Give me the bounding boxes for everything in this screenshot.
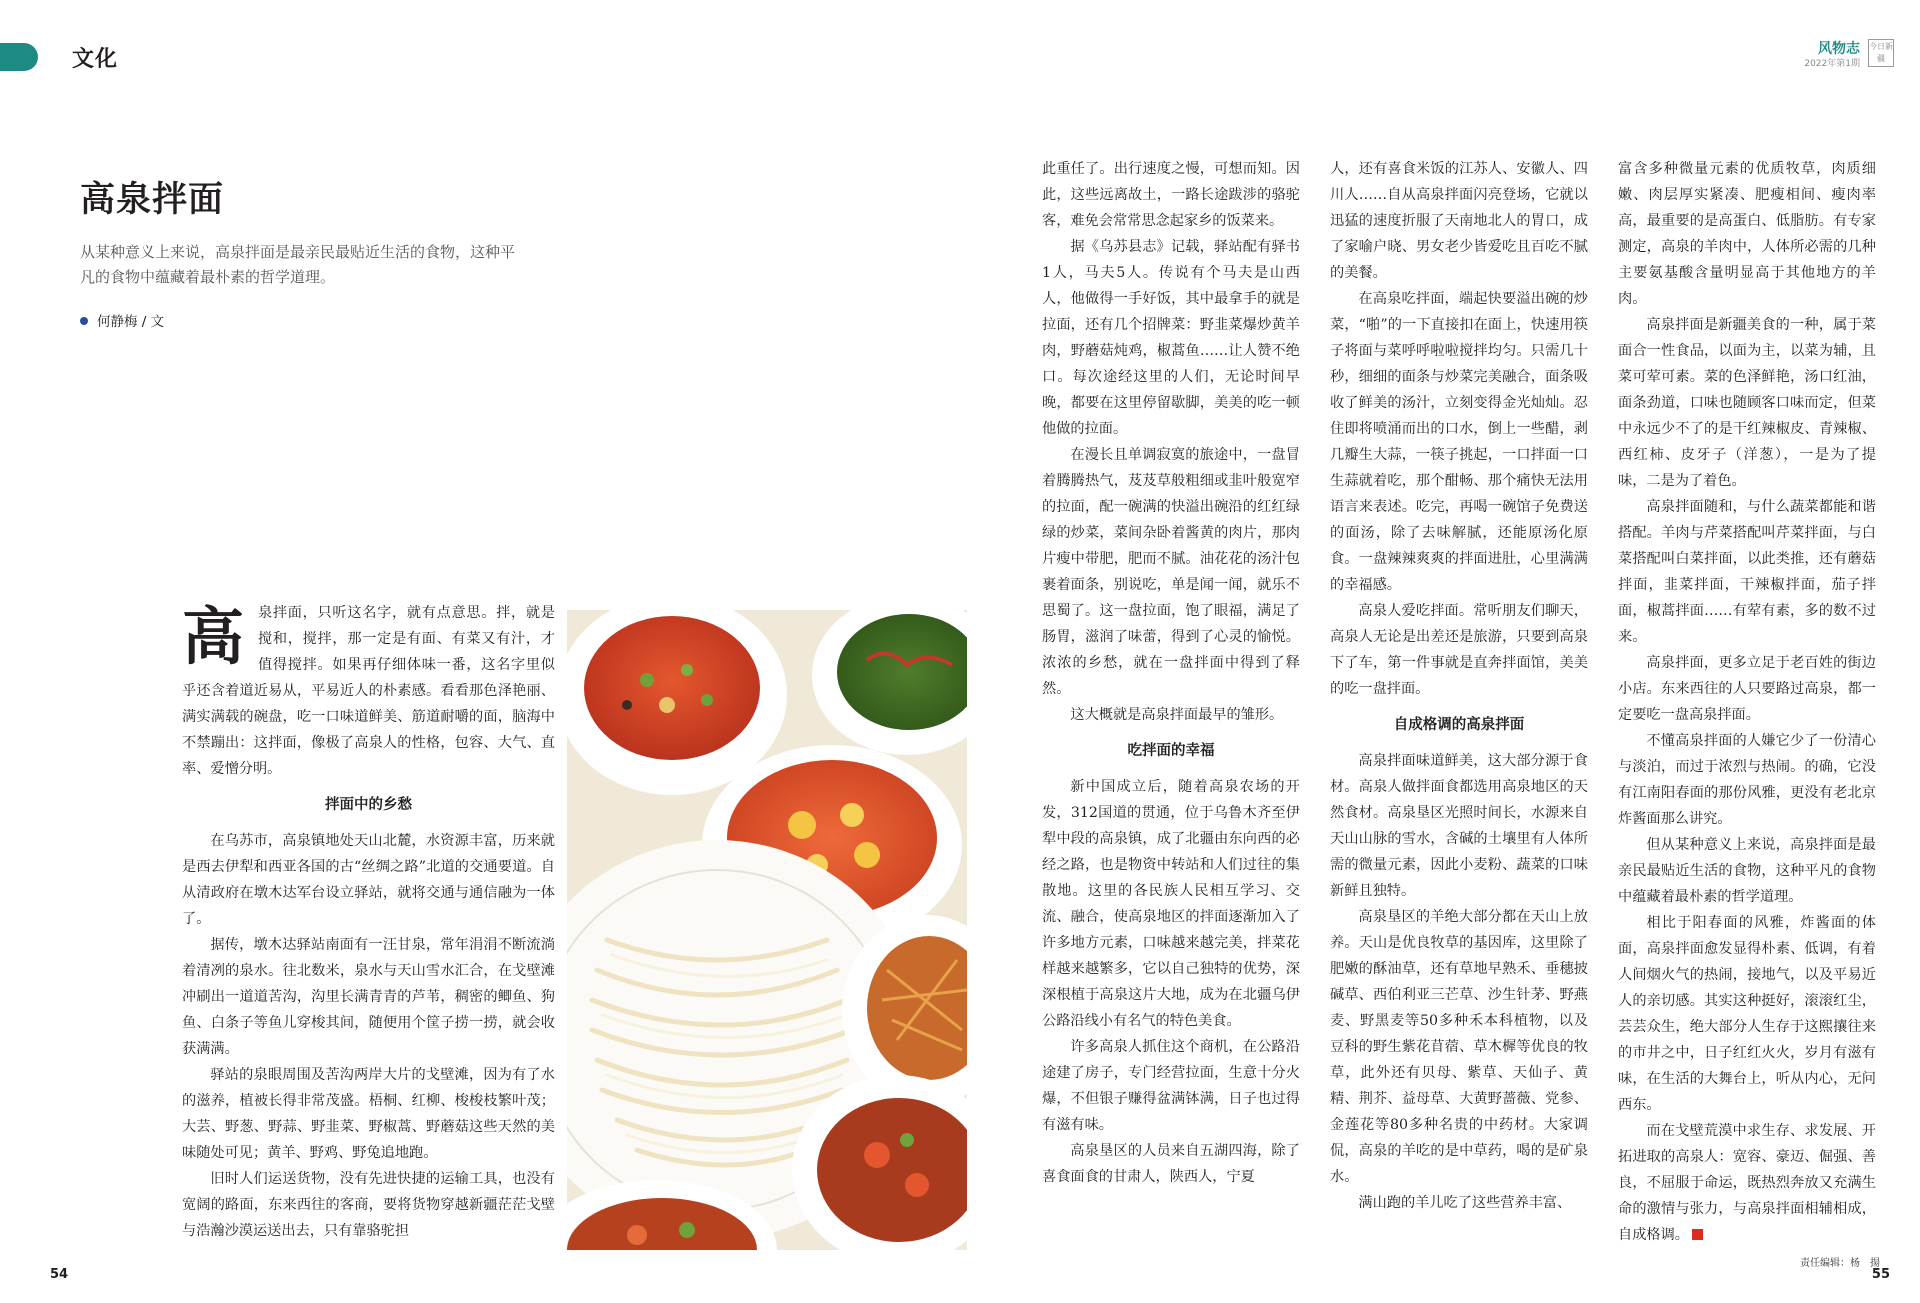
- article-end-mark-icon: [1692, 1229, 1703, 1240]
- paragraph: 这大概就是高泉拌面最早的雏形。: [1070, 707, 1284, 723]
- byline-text: 何静梅 / 文: [97, 314, 165, 330]
- article-column-2: [1042, 156, 1300, 1190]
- section-label: 文化: [72, 47, 119, 72]
- paragraph: 人，还有喜食米饭的江苏人、安徽人、四川人……自从高泉拌面闪亮登场，它就以迅猛的速度折服了天南地北人的胃口，成了家喻户晓、男女老少皆爱吃且百吃不腻的美餐。: [1330, 161, 1588, 281]
- paragraph: 泉拌面，只听这名字，就有点意思。拌，就是搅和，搅拌，那一定是有面、有菜又有汁，才值得搅拌。如果再仔细体味一番，这名字里似乎还含着道近易从，平易近人的朴素感。看看那色泽艳丽、满实满载的碗盘，吃一口味道鲜美、筋道耐嚼的面，脑海中不禁蹦出：这拌面，像极了高泉人的性格，包容、大气、直率、爱憎分明。: [182, 605, 555, 777]
- article-column-3: [1330, 156, 1588, 1216]
- paragraph: 高泉拌面随和，与什么蔬菜都能和谐搭配。羊肉与芹菜搭配叫芹菜拌面，与白菜搭配叫白菜拌面，以此类推，还有蘑菇拌面，韭菜拌面，干辣椒拌面，茄子拌面，椒蒿拌面……有荤有素，多的数不过来。: [1618, 499, 1876, 645]
- bullet-dot-icon: [80, 317, 88, 325]
- paragraph: 在漫长且单调寂寞的旅途中，一盘冒着腾腾热气，芨芨草般粗细或韭叶般宽窄的拉面，配一碗满的快溢出碗沿的红红绿绿的炒菜，菜间杂卧着酱黄的肉片，那肉片瘦中带肥，肥而不腻。油花花的汤汁包裹着面条，别说吃，单是闻一闻，就乐不思蜀了。这一盘拉面，饱了眼福，满足了肠胃，滋润了味蕾，得到了心灵的愉悦。浓浓的乡愁，就在一盘拌面中得到了释然。: [1042, 447, 1300, 697]
- paragraph: 许多高泉人抓住这个商机，在公路沿途建了房子，专门经营拉面，生意十分火爆，不但银子赚得盆满钵满，日子也过得有滋有味。: [1042, 1039, 1300, 1133]
- section-heading: 自成格调的高泉拌面: [1393, 717, 1525, 733]
- section-heading: 吃拌面的幸福: [1127, 743, 1215, 759]
- paragraph: 高泉垦区的人员来自五湖四海，除了喜食面食的甘肃人，陕西人，宁夏: [1042, 1143, 1300, 1185]
- paragraph: 此重任了。出行速度之慢，可想而知。因此，这些远离故土，一路长途跋涉的骆驼客，难免会常常思念起家乡的饭菜来。: [1042, 161, 1300, 229]
- article-column-4: [1618, 156, 1876, 1248]
- drop-cap: 高: [182, 600, 245, 673]
- noodle-photo-illustration: [567, 610, 967, 1250]
- paragraph: 高泉拌面味道鲜美，这大部分源于食材。高泉人做拌面食都选用高泉地区的天然食材。高泉垦区光照时间长，水源来自天山山脉的雪水，含碱的土壤里有人体所需的微量元素，因此小麦粉、蔬菜的口味新鲜且独特。: [1330, 753, 1588, 899]
- article-title: 高泉拌面: [80, 180, 225, 220]
- page-number-right: 55: [1871, 1267, 1890, 1282]
- article-lead: 从某种意义上来说，高泉拌面是最亲民最贴近生活的食物，这种平凡的食物中蕴藏着最朴素的哲学道理。: [80, 243, 516, 286]
- section-heading: 拌面中的乡愁: [325, 797, 412, 813]
- paragraph: 高泉拌面，更多立足于老百姓的街边小店。东来西往的人只要路过高泉，都一定要吃一盘高泉拌面。: [1618, 655, 1876, 723]
- section-tab-marker: [0, 43, 38, 71]
- paragraph: 驿站的泉眼周围及苦沟两岸大片的戈壁滩，因为有了水的滋养，植被长得非常茂盛。梧桐、红柳、梭梭枝繁叶茂；大芸、野葱、野蒜、野韭菜、野椒蒿、野蘑菇这些天然的美味随处可见；黄羊、野鸡、野兔追地跑。: [182, 1067, 555, 1161]
- paragraph: 富含多种微量元素的优质牧草，肉质细嫩、肉层厚实紧凑、肥瘦相间、瘦肉率高，最重要的是高蛋白、低脂肪。有专家测定，高泉的羊肉中，人体所必需的几种主要氨基酸含量明显高于其他地方的羊肉。: [1618, 161, 1876, 307]
- paragraph: 高泉垦区的羊绝大部分都在天山上放养。天山是优良牧草的基因库，这里除了肥嫩的酥油草，还有草地早熟禾、垂穗披碱草、西伯利亚三芒草、沙生针茅、野燕麦、野黑麦等50多种禾本科植物，以及豆科的野生紫花苜蓿、草木樨等优良的牧草，此外还有贝母、紫草、天仙子、黄精、荆芥、益母草、大黄野蔷薇、党参、金莲花等80多种名贵的中药材。大家调侃，高泉的羊吃的是中草药，喝的是矿泉水。: [1330, 909, 1588, 1185]
- article-column-1: [182, 600, 555, 1244]
- paragraph: 在高泉吃拌面，端起快要溢出碗的炒菜，“啪”的一下直接扣在面上，快速用筷子将面与菜呼呼啦啦搅拌均匀。只需几十秒，细细的面条与炒菜完美融合，面条吸收了鲜美的汤汁，立刻变得金光灿灿。忍住即将喷涌而出的口水，倒上一些醋，剥几瓣生大蒜，一筷子挑起，一口拌面一口生蒜就着吃，那个酣畅、那个痛快无法用语言来表述。吃完，再喝一碗馆子免费送的面汤，除了去味解腻，还能原汤化原食。一盘辣辣爽爽的拌面进肚，心里满满的幸福感。: [1330, 291, 1588, 593]
- magazine-logo: 今日新疆: [1868, 39, 1894, 67]
- byline: [80, 310, 164, 330]
- noodles-dishes-photo: [567, 610, 967, 1250]
- paragraph: 满山跑的羊儿吃了这些营养丰富、: [1358, 1195, 1572, 1211]
- editor-credit: 责任编辑：杨 揚: [1800, 1258, 1880, 1269]
- issue-label: 2022年第1期: [1804, 59, 1860, 69]
- paragraph: 旧时人们运送货物，没有先进快捷的运输工具，也没有宽阔的路面，东来西往的客商，要将货物穿越新疆茫茫戈壁与浩瀚沙漠运送出去，只有靠骆驼担: [182, 1171, 555, 1239]
- paragraph: 新中国成立后，随着高泉农场的开发，312国道的贯通，位于乌鲁木齐至伊犁中段的高泉镇，成了北疆由东向西的必经之路，也是物资中转站和人们过往的集散地。这里的各民族人民相互学习、交流、融合，使高泉地区的拌面逐渐加入了许多地方元素，口味越来越完美，拌菜花样越来越繁多，它以自己独特的优势，深深根植于高泉这片大地，成为在北疆乌伊公路沿线小有名气的特色美食。: [1042, 779, 1300, 1029]
- paragraph: 据《乌苏县志》记载，驿站配有驿书1人，马夫5人。传说有个马夫是山西人，他做得一手好饭，其中最拿手的就是拉面，还有几个招牌菜：野韭菜爆炒黄羊肉，野蘑菇炖鸡，椒蒿鱼……让人赞不绝口。每次途经这里的人们，无论时间早晚，都要在这里停留歇脚，美美的吃一顿他做的拉面。: [1042, 239, 1300, 437]
- paragraph: 不懂高泉拌面的人嫌它少了一份清心与淡泊，而过于浓烈与热闹。的确，它没有江南阳春面的那份风雅，更没有老北京炸酱面那么讲究。: [1618, 733, 1876, 827]
- paragraph: [1618, 1118, 1876, 1248]
- paragraph: 据传，墩木达驿站南面有一汪甘泉，常年涓涓不断流淌着清冽的泉水。往北数米，泉水与天山雪水汇合，在戈壁滩冲刷出一道道苦沟，沟里长满青青的芦苇，稠密的鲫鱼、狗鱼、白条子等鱼儿穿梭其间，随便用个筐子捞一捞，就会收获满满。: [182, 937, 555, 1057]
- paragraph: 在乌苏市，高泉镇地处天山北麓，水资源丰富，历来就是西去伊犁和西亚各国的古“丝绸之路”北道的交通要道。自从清政府在墩木达军台设立驿站，就将交通与通信融为一体了。: [182, 833, 555, 927]
- paragraph: 相比于阳春面的风雅，炸酱面的体面，高泉拌面愈发显得朴素、低调，有着人间烟火气的热闹，接地气，以及平易近人的亲切感。其实这种挺好，滚滚红尘，芸芸众生，绝大部分人生存于这熙攘往来的市井之中，日子红红火火，岁月有滋有味，在生活的大舞台上，听从内心，无问西东。: [1618, 915, 1876, 1113]
- magazine-masthead: [1744, 38, 1894, 70]
- paragraph-text: 而在戈壁荒漠中求生存、求发展、开拓进取的高泉人：宽容、豪迈、倔强、善良，不屈服于命运，既热烈奔放又充满生命的激情与张力，与高泉拌面相辅相成，自成格调。: [1618, 1123, 1876, 1243]
- column-brand: 风物志: [1818, 41, 1860, 57]
- page-number-left: 54: [50, 1267, 69, 1282]
- paragraph: 高泉拌面是新疆美食的一种，属于菜面合一性食品，以面为主，以菜为辅，且菜可荤可素。菜的色泽鲜艳，汤口红油，面条劲道，口味也随顾客口味而定，但菜中永远少不了的是干红辣椒皮、青辣椒、西红柿、皮牙子（洋葱），一是为了提味，二是为了着色。: [1618, 317, 1876, 489]
- paragraph: 但从某种意义上来说，高泉拌面是最亲民最贴近生活的食物，这种平凡的食物中蕴藏着最朴素的哲学道理。: [1618, 837, 1876, 905]
- paragraph: 高泉人爱吃拌面。常听朋友们聊天，高泉人无论是出差还是旅游，只要到高泉下了车，第一件事就是直奔拌面馆，美美的吃一盘拌面。: [1330, 603, 1588, 697]
